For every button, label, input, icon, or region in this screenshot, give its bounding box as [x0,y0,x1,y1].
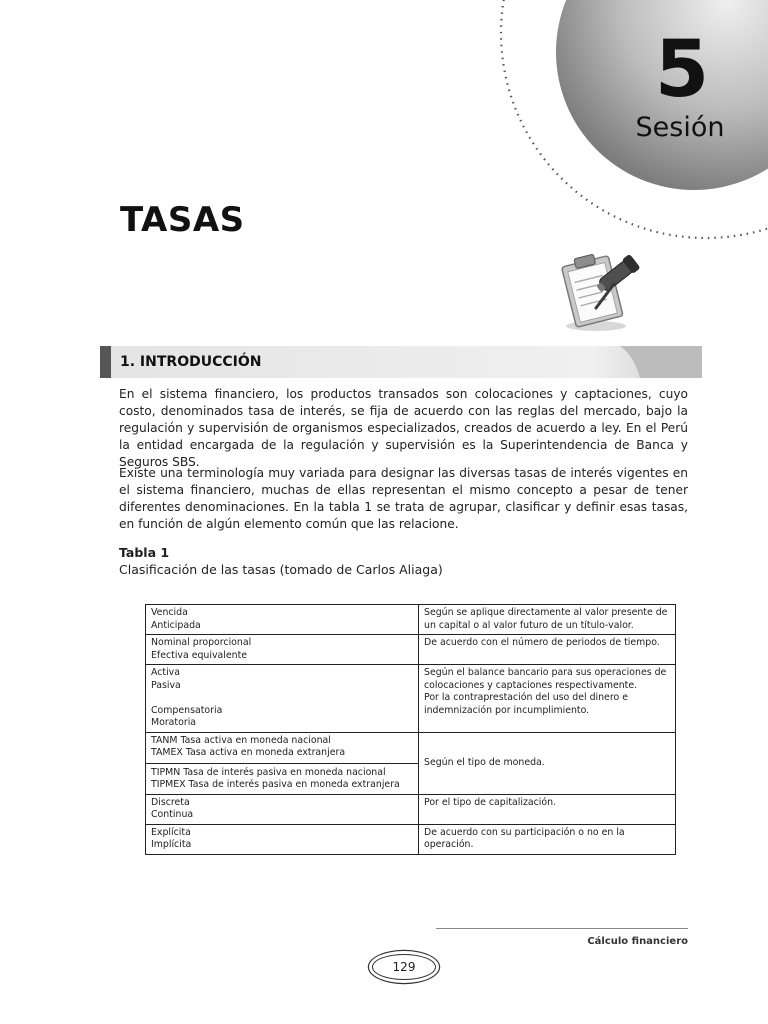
rate-criterion: Según el balance bancario para sus operaciones de colocaciones y captaciones respectivamente. [424,667,667,691]
rate-type: Vencida [151,607,188,618]
rate-type: Efectiva equivalente [151,649,248,661]
table-row [146,794,676,824]
rate-criterion-cell: De acuerdo con su participación o no en la operación. [419,824,676,854]
table-row [146,824,676,854]
rate-criterion-cell: Según el tipo de moneda. [419,732,676,794]
rate-types-cell [146,824,419,854]
table-label: Tabla 1 [119,545,170,560]
rate-type: Pasiva [151,679,181,691]
rate-types-cell [146,732,419,794]
rate-type: Anticipada [151,619,201,631]
rate-criterion: Por la contraprestación del uso del dinero e indemnización por incumplimiento. [424,692,628,716]
rate-criterion-cell: Por el tipo de capitalización. [419,794,676,824]
rates-classification-table [145,604,676,855]
table-row [146,605,676,635]
session-number: 5 [654,25,710,115]
intro-paragraph: En el sistema financiero, los productos transados son colocaciones y captaciones, cuyo costo, denominados tasa de interés, se fija de acuerdo con las reglas del mercado, bajo la regulación y supervisión de organismos especializados, creados de acuerdo a ley. En el Perú la entidad encargada de la regulación y supervisión es la Superintendencia de Banca y Seguros SBS. [119,387,688,469]
rate-types-cell [146,794,419,824]
section-heading: 1. INTRODUCCIÓN [120,354,262,370]
rate-subgroup [151,735,413,760]
rate-type: TAMEX Tasa activa en moneda extranjera [151,747,346,758]
rate-type: Activa [151,667,180,678]
table-row [146,665,676,733]
rate-type: Discreta [151,796,190,808]
rate-type: Compensatoria [151,704,223,716]
rate-criterion-cell: Según se aplique directamente al valor presente de un capital o al valor futuro de un título-valor. [419,605,676,635]
rate-type: TIPMN Tasa de interés pasiva en moneda nacional [151,766,386,778]
footer-divider [436,928,688,929]
rate-types-cell [146,665,419,733]
rate-type: Continua [151,809,194,820]
rate-type: TIPMEX Tasa de interés pasiva en moneda extranjera [151,779,400,790]
table-row [146,635,676,665]
table-row [146,732,676,794]
session-label: Sesión [635,112,725,143]
rate-subgroup [146,763,418,792]
rate-type: Explícita [151,826,191,838]
table-caption: Clasificación de las tasas (tomado de Carlos Aliaga) [119,562,443,577]
rate-criterion-cell: De acuerdo con el número de periodos de tiempo. [419,635,676,665]
clipboard-microscope-icon [556,238,648,334]
rate-types-cell [146,635,419,665]
rate-types-cell [146,605,419,635]
rate-criterion-cell [419,665,676,733]
rate-type: Moratoria [151,717,197,728]
rate-type: Nominal proporcional [151,637,252,648]
page-number: 129 [372,954,436,980]
rate-type: Implícita [151,839,192,850]
footer-book-title: Cálculo financiero [587,936,688,947]
rate-type: TANM Tasa activa en moneda nacional [151,734,331,746]
chapter-title: TASAS [120,200,245,240]
terminology-paragraph: Existe una terminología muy variada para designar las diversas tasas de interés vigentes en el sistema financiero, muchas de ellas representan el mismo concepto a pesar de tener diferentes denominaciones. En la tabla 1 se trata de agrupar, clasificar y definir esas tasas, en función de algún elemento común que las relacione. [119,466,688,531]
